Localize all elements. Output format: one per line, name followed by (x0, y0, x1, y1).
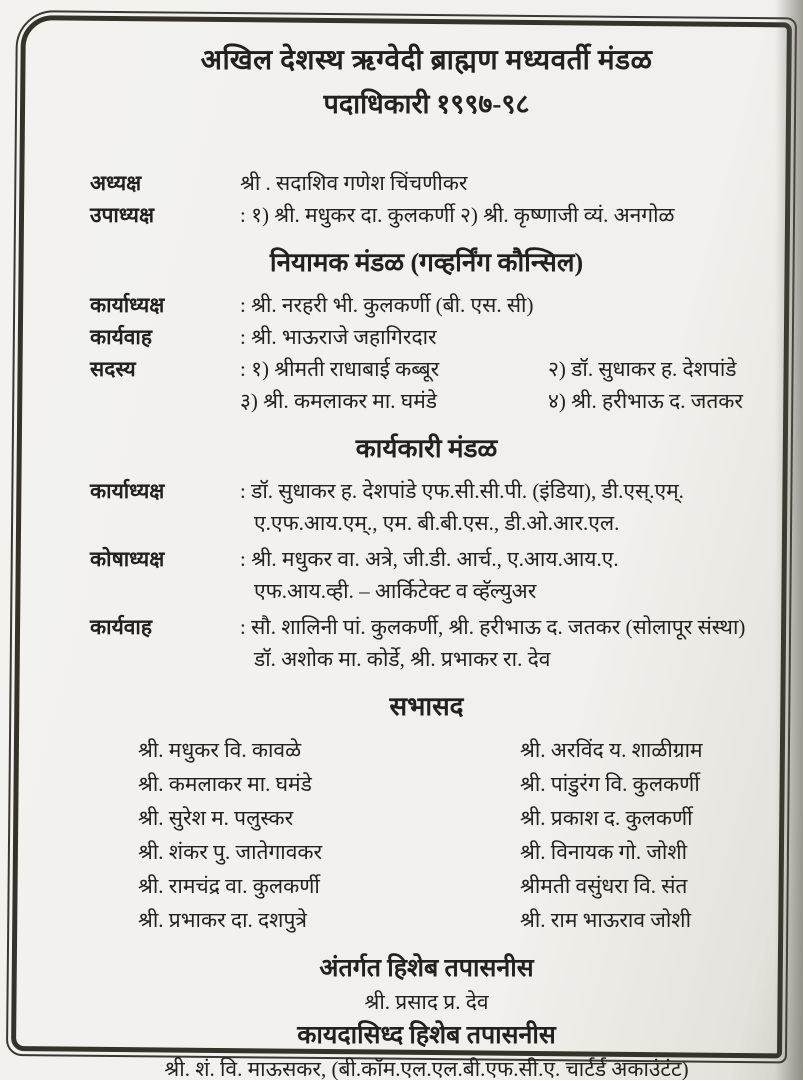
members-columns (90, 733, 763, 937)
row-adhyaksha (90, 167, 763, 199)
row-gc-karyavah (90, 321, 763, 353)
eb-karyadhyaksha-value (240, 475, 763, 539)
statutory-auditor-heading: कायदासिध्द हिशेब तपासनीस (297, 1022, 556, 1049)
members-section-heading: सभासद (389, 692, 464, 721)
member-item: श्री. विनायक गो. जोशी (520, 840, 688, 864)
row-gc-sadasya (90, 353, 763, 417)
gc-sadasya-label: सदस्य (90, 357, 136, 381)
adhyaksha-value: श्री . सदाशिव गणेश चिंचणीकर (240, 171, 468, 195)
internal-auditor-heading: अंतर्गत हिशेब तपासनीस (319, 955, 534, 982)
row-eb-karyadhyaksha (90, 475, 763, 539)
upadhyaksha-value: : १) श्री. मधुकर दा. कुलकर्णी २) श्री. कृष्णाजी व्यं. अनगोळ (240, 203, 675, 227)
eb-koshadhyaksha-line1: : श्री. मधुकर वा. अत्रे, जी.डी. आर्च., ए.आय.आय.ए. (240, 547, 619, 571)
member-item: श्री. सुरेश म. पलुस्कर (138, 806, 294, 830)
row-eb-koshadhyaksha (90, 543, 763, 607)
row-eb-karyavah (90, 611, 763, 675)
member-item: श्री. राम भाऊराव जोशी (520, 908, 692, 932)
statutory-auditor-name: श्री. शं. वि. माऊसकर, (बी.कॉम.एल.एल.बी.एफ.सी.ए. चार्टर्ड अकाउंटंट) (164, 1057, 689, 1080)
eb-karyadhyaksha-line2: ए.एफ.आय.एम्., एम. बी.बी.एस., डी.ओ.आर.एल. (254, 511, 620, 535)
eb-karyavah-value (240, 611, 763, 675)
page-subtitle: पदाधिकारी १९९७-९८ (323, 89, 530, 119)
member-item: श्री. पांडुरंग वि. कुलकर्णी (520, 772, 700, 796)
gc-karyadhyaksha-label: कार्याध्यक्ष (90, 293, 165, 317)
scan-edge-shadow (775, 0, 803, 1080)
executive-board-heading: कार्यकारी मंडळ (355, 434, 498, 463)
gc-sadasya-grid (240, 353, 763, 417)
gc-member-3: ३) श्री. कमलाकर मा. घमंडे (240, 389, 438, 413)
gc-karyavah-value: : श्री. भाऊराजे जहागिरदार (240, 325, 437, 349)
eb-koshadhyaksha-line2: एफ.आय.व्ही. – आर्किटेक्ट व व्हॅल्युअर (254, 579, 537, 603)
member-item: श्री. प्रभाकर दा. दशपुत्रे (138, 908, 307, 932)
gc-member-1: : १) श्रीमती राधाबाई कब्बूर (240, 357, 440, 381)
gc-karyavah-label: कार्यवाह (90, 325, 153, 349)
organization-title: अखिल देशस्थ ऋग्वेदी ब्राह्मण मध्यवर्ती मंडळ (200, 45, 653, 76)
eb-koshadhyaksha-label: कोषाध्यक्ष (90, 547, 165, 571)
gc-karyadhyaksha-value: : श्री. नरहरी भी. कुलकर्णी (बी. एस. सी) (240, 293, 534, 317)
gc-member-4: ४) श्री. हरीभाऊ द. जतकर (548, 389, 744, 413)
member-item: श्री. प्रकाश द. कुलकर्णी (520, 806, 693, 830)
gc-member-2: २) डॉ. सुधाकर ह. देशपांडे (548, 357, 737, 381)
eb-karyadhyaksha-label: कार्याध्यक्ष (90, 479, 165, 503)
eb-karyavah-line2: डॉ. अशोक मा. कोर्डे, श्री. प्रभाकर रा. देव (254, 647, 551, 671)
upadhyaksha-label: उपाध्यक्ष (90, 203, 155, 227)
member-item: श्री. रामचंद्र वा. कुलकर्णी (138, 874, 320, 898)
governing-council-heading: नियामक मंडळ (गव्हर्निंग कौन्सिल) (269, 248, 584, 277)
adhyaksha-label: अध्यक्ष (90, 171, 142, 195)
eb-koshadhyaksha-value (240, 543, 763, 607)
member-item: श्री. मधुकर वि. कावळे (138, 738, 302, 762)
document-content (34, 32, 773, 1080)
member-item: श्री. कमलाकर मा. घमंडे (138, 772, 312, 796)
member-item: श्री. शंकर पु. जातेगावकर (138, 840, 323, 864)
eb-karyadhyaksha-line1: : डॉ. सुधाकर ह. देशपांडे एफ.सी.सी.पी. (इंडिया), डी.एस्.एम्. (240, 479, 684, 503)
auditors-block (90, 951, 763, 1080)
eb-karyavah-line1: : सौ. शालिनी पां. कुलकर्णी, श्री. हरीभाऊ द. जतकर (सोलापूर संस्था) (240, 615, 746, 639)
member-item: श्री. अरविंद य. शाळीग्राम (520, 738, 703, 762)
row-upadhyaksha (90, 199, 763, 231)
members-column-right (520, 733, 763, 937)
internal-auditor-name: श्री. प्रसाद प्र. देव (364, 990, 489, 1014)
eb-karyavah-label: कार्यवाह (90, 615, 153, 639)
row-gc-karyadhyaksha (90, 289, 763, 321)
member-item: श्रीमती वसुंधरा वि. संत (520, 874, 688, 898)
members-column-left (138, 733, 520, 937)
